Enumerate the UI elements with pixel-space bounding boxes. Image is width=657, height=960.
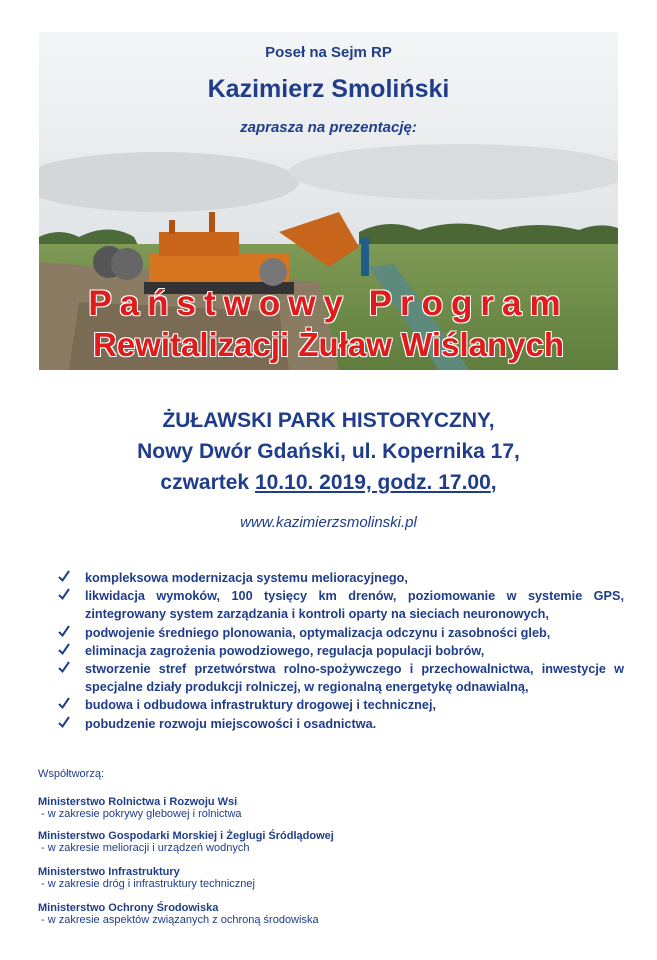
ministry-scope: - w zakresie aspektów związanych z ochroną środowiska: [41, 914, 319, 926]
checkmark-icon: [58, 696, 72, 714]
event-place: ŻUŁAWSKI PARK HISTORYCZNY,: [162, 409, 495, 432]
event-address: Nowy Dwór Gdański, ul. Kopernika 17,: [137, 440, 520, 463]
list-item: likwidacja wymoków, 100 tysięcy km drenów, poziomowanie w systemie GPS, zintegrowany system zarządzania i kontroli oparty na sieciach neuronowych,: [58, 587, 624, 623]
ministry-name: Ministerstwo Ochrony Środowiska: [38, 902, 219, 914]
mp-title: Poseł na Sejm RP: [265, 44, 392, 61]
ministry-scope: - w zakresie melioracji i urządzeń wodnych: [41, 842, 250, 854]
list-item: budowa i odbudowa infrastruktury drogowej i technicznej,: [58, 696, 624, 714]
hero-photo-banner: [39, 32, 618, 370]
program-points-list: [58, 569, 624, 733]
ministry-block: [38, 866, 638, 890]
checkmark-icon: [58, 624, 72, 642]
ministry-name: Ministerstwo Gospodarki Morskiej i Żeglugi Śródlądowej: [38, 830, 334, 842]
list-item: podwojenie średniego plonowania, optymalizacja odczynu i zasobności gleb,: [58, 624, 624, 642]
event-datetime: 10.10. 2019, godz. 17.00: [254, 471, 491, 494]
invitation-text: zaprasza na prezentację:: [240, 119, 417, 136]
checkmark-icon: [58, 642, 72, 660]
ministry-scope: - w zakresie dróg i infrastruktury technicznej: [41, 878, 255, 890]
list-item: eliminacja zagrożenia powodziowego, regulacja populacji bobrów,: [58, 642, 624, 660]
event-day: czwartek: [160, 471, 250, 494]
cooperation-title: Współtworzą:: [38, 768, 105, 780]
checkmark-icon: [58, 660, 72, 678]
program-title-line2: Rewitalizacji Żuław Wiślanych: [92, 326, 564, 363]
ministry-scope: - w zakresie pokrywy glebowej i rolnictwa: [41, 808, 242, 820]
ministry-name: Ministerstwo Rolnictwa i Rozwoju Wsi: [38, 796, 238, 808]
mp-name: Kazimierz Smoliński: [207, 75, 450, 103]
checkmark-icon: [58, 587, 72, 605]
ministry-block: [38, 830, 638, 854]
program-title-line1: Państwowy Program: [88, 284, 569, 323]
event-comma: ,: [490, 471, 497, 494]
checkmark-icon: [58, 715, 72, 733]
ministry-block: [38, 902, 638, 926]
list-item: kompleksowa modernizacja systemu melioracyjnego,: [58, 569, 624, 587]
website-link[interactable]: www.kazimierzsmolinski.pl: [240, 514, 417, 531]
ministry-name: Ministerstwo Infrastruktury: [38, 866, 180, 878]
ministry-block: [38, 796, 638, 820]
list-item: stworzenie stref przetwórstwa rolno-spożywczego i przechowalnictwa, inwestycje w specjalne działy produkcji rolniczej, w regionalną energetykę odnawialną,: [58, 660, 624, 696]
checkmark-icon: [58, 569, 72, 587]
list-item: pobudzenie rozwoju miejscowości i osadnictwa.: [58, 715, 624, 733]
event-datetime-line: [0, 471, 657, 495]
